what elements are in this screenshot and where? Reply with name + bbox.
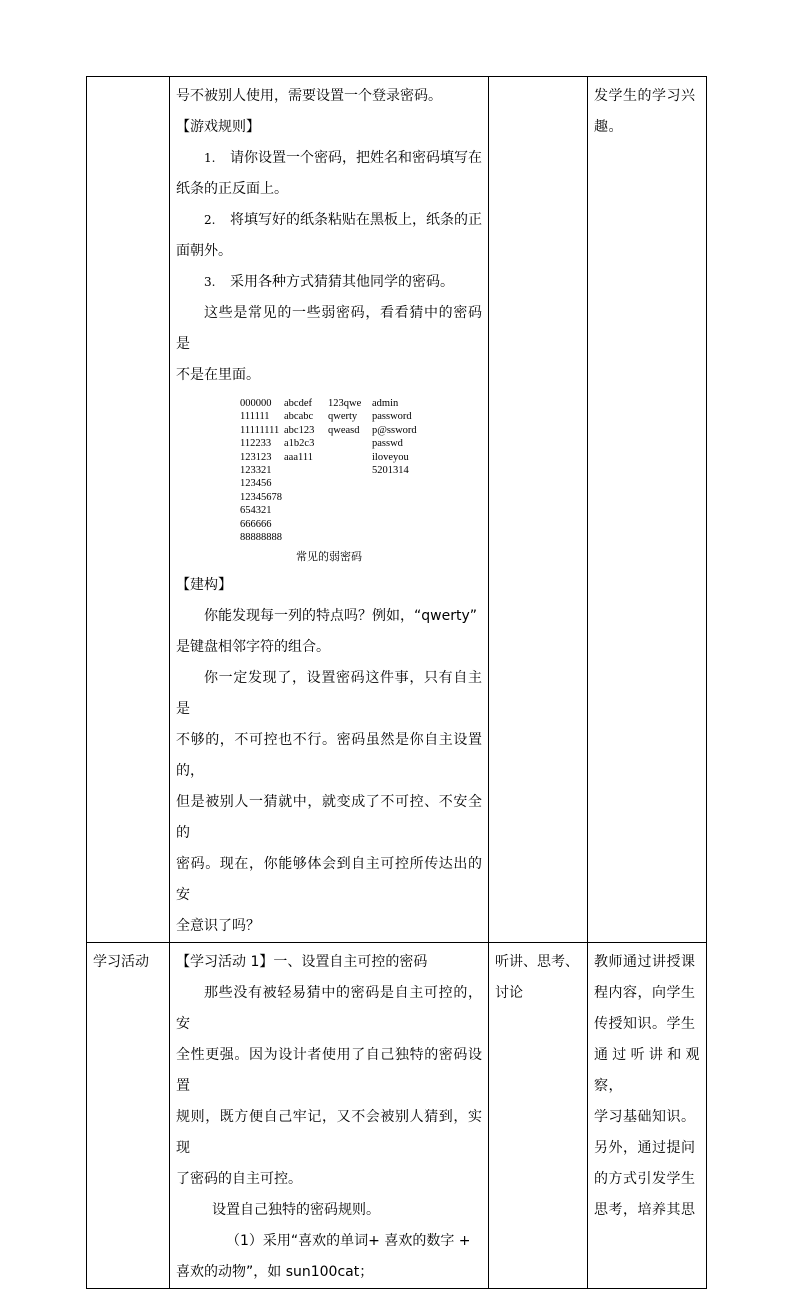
rule-item: 1. 请你设置一个密码，把姓名和密码填写在 — [204, 150, 482, 166]
paragraph: 了密码的自主可控。 — [176, 1171, 302, 1188]
paragraph: 是键盘相邻字符的组合。 — [176, 639, 330, 656]
paragraph: 但是被别人一猜就中，就变成了不可控、不安全的 — [176, 794, 482, 842]
content-cell — [170, 77, 489, 943]
rule-continuation: 纸条的正反面上。 — [176, 181, 288, 197]
paragraph: 不够的，不可控也不行。密码虽然是你自主设置的， — [176, 732, 482, 780]
student-activity-cell — [489, 943, 588, 1289]
activity-line: 听讲、思考、 — [495, 954, 579, 971]
paragraph: 不是在里面。 — [176, 367, 260, 383]
paragraph: 规则，既方便自己牢记，又不会被别人猜到，实现 — [176, 1109, 482, 1157]
paragraph: 喜欢的动物”，如 sun100cat； — [176, 1264, 374, 1281]
paragraph: 号不被别人使用，需要设置一个登录密码。 — [176, 88, 442, 104]
paragraph: 密码。现在，你能够体会到自主可控所传达出的安 — [176, 856, 482, 904]
paragraph: 全性更强。因为设计者使用了自己独特的密码设置 — [176, 1047, 482, 1095]
paragraph: 全意识了吗？ — [176, 918, 260, 935]
figure-caption: 常见的弱密码 — [296, 550, 362, 564]
rule-continuation: 面朝外。 — [176, 243, 232, 259]
intent-line: 另外，通过提问 — [594, 1140, 696, 1157]
student-activity-cell — [489, 77, 588, 943]
table-row — [87, 77, 707, 943]
build-heading: 【建构】 — [176, 577, 232, 594]
intent-line: 通过听讲和观察， — [594, 1047, 700, 1095]
weak-password-figure — [240, 397, 482, 544]
stage-cell — [87, 77, 170, 943]
design-intent-cell — [588, 943, 707, 1289]
activity-line: 讨论 — [495, 985, 523, 1002]
intent-line: 传授知识。学生 — [594, 1016, 696, 1033]
intent-line: 思考，培养其思 — [594, 1202, 696, 1219]
stage-label: 学习活动 — [93, 954, 149, 971]
paragraph: 你能发现每一列的特点吗？例如，“qwerty” — [204, 608, 477, 625]
paragraph: 那些没有被轻易猜中的密码是自主可控的，安 — [176, 985, 482, 1033]
paragraph: 这些是常见的一些弱密码，看看猜中的密码是 — [176, 305, 482, 352]
paragraph: 你一定发现了，设置密码这件事，只有自主是 — [176, 670, 482, 718]
table-row — [87, 943, 707, 1289]
intent-line: 的方式引发学生 — [594, 1171, 696, 1188]
intent-line: 教师通过讲授课 — [594, 954, 696, 971]
paragraph: 设置自己独特的密码规则。 — [212, 1202, 380, 1219]
paragraph: （1）采用“喜欢的单词+ 喜欢的数字 + — [226, 1233, 471, 1250]
password-column: abcdef abcabc abc123 a1b2c3 aaa111 — [284, 398, 315, 463]
rule-item: 3. 采用各种方式猜猜其他同学的密码。 — [204, 274, 454, 290]
intent-line: 学习基础知识。 — [594, 1109, 696, 1126]
intent-line: 发学生的学习兴 — [594, 88, 696, 104]
rules-heading: 【游戏规则】 — [176, 119, 260, 135]
intent-line: 程内容，向学生 — [594, 985, 696, 1002]
password-column: 000000 111111 11111111 112233 123123 123321 123456 12345678 654321 666666 88888888 — [240, 398, 282, 544]
stage-label — [87, 77, 169, 81]
rule-item: 2. 将填写好的纸条粘贴在黑板上，纸条的正 — [204, 212, 482, 228]
intent-line: 趣。 — [594, 119, 623, 135]
design-intent-cell — [588, 77, 707, 943]
content-cell — [170, 943, 489, 1289]
password-column: 123qwe qwerty qweasd — [328, 398, 362, 436]
stage-cell — [87, 943, 170, 1289]
lesson-plan-table — [86, 76, 707, 1289]
password-column: admin password p@ssword passwd iloveyou 5201314 — [372, 398, 417, 477]
activity-heading: 【学习活动 1】一、设置自主可控的密码 — [176, 954, 428, 971]
